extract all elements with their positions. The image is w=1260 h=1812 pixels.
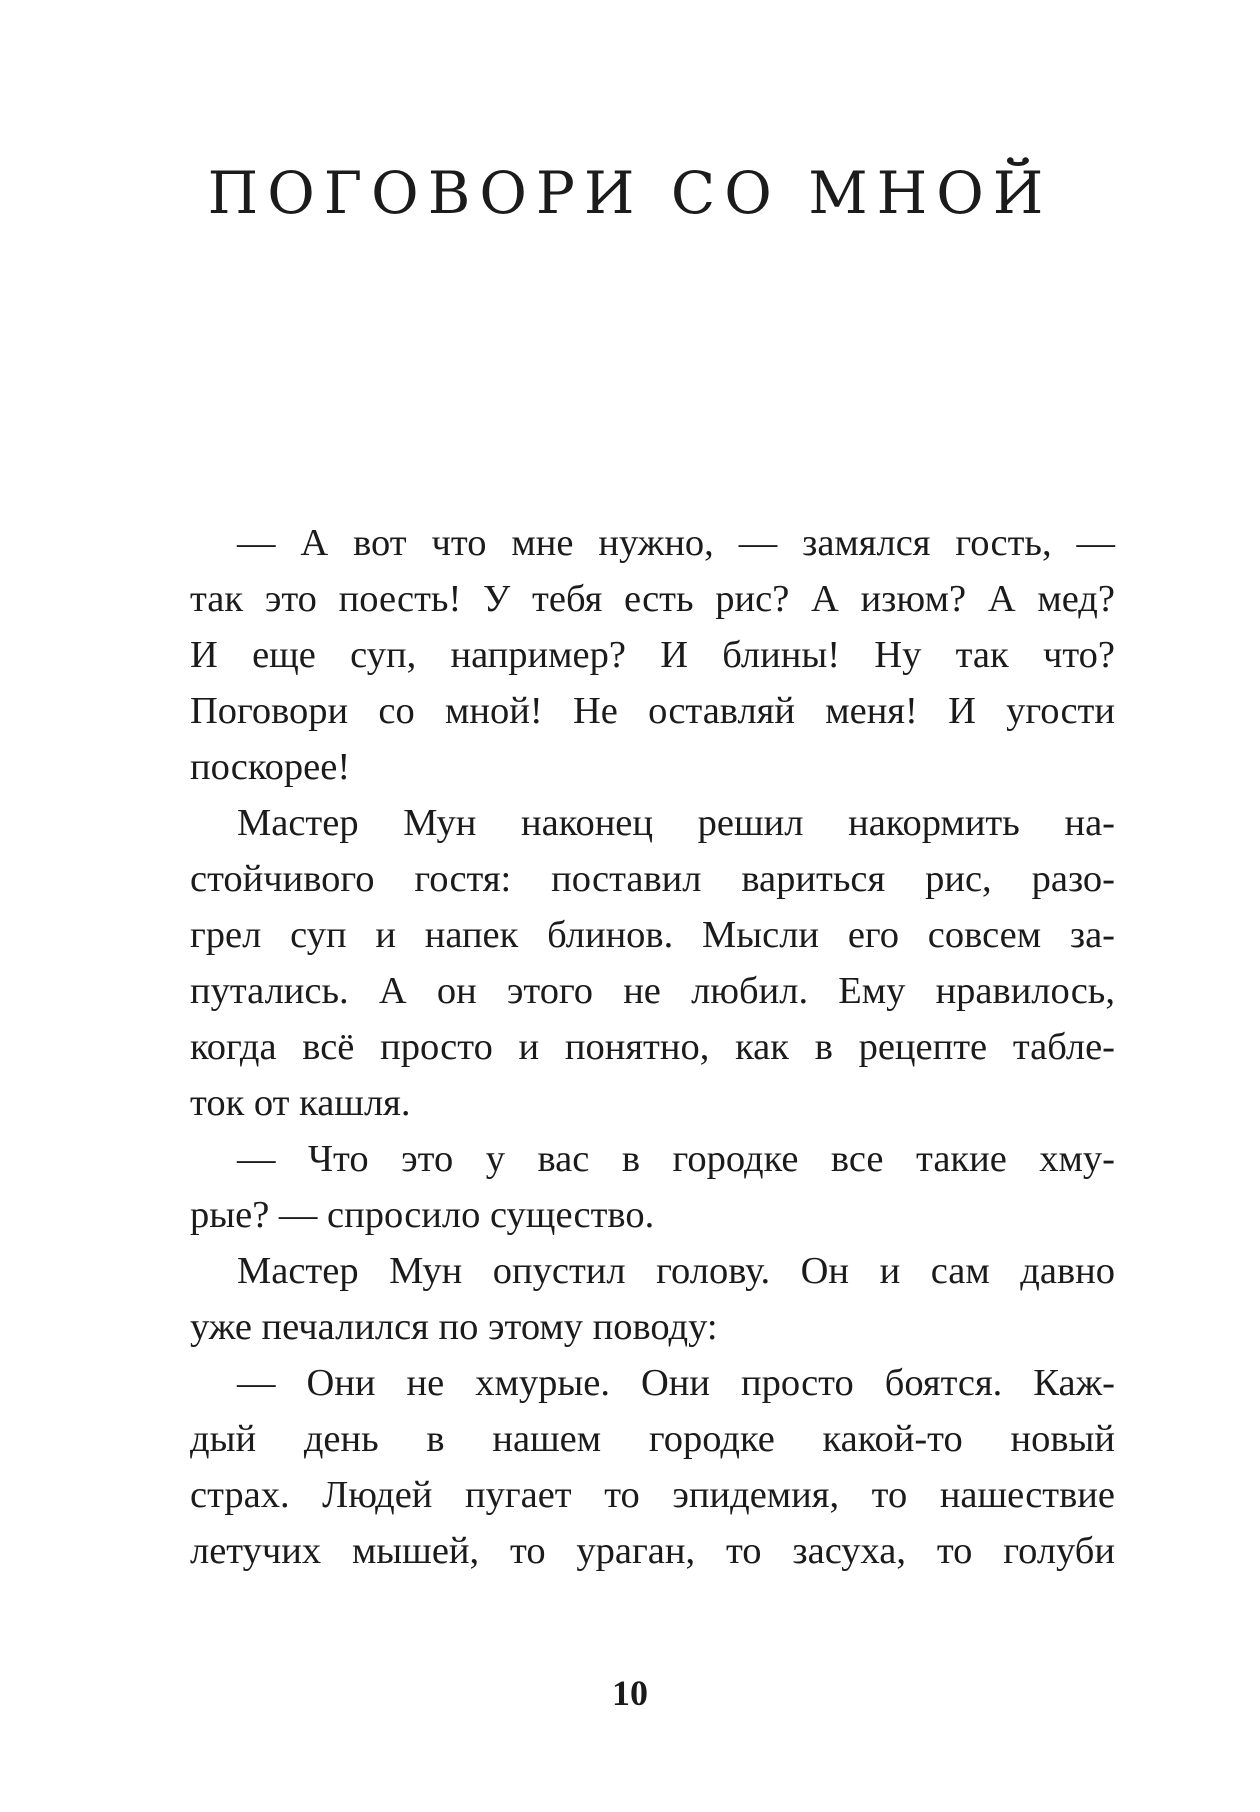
text-line: поскорее!: [190, 746, 351, 788]
chapter-title: ПОГОВОРИ СО МНОЙ: [207, 159, 1053, 227]
text-line: стойчивого гостя: поставил вариться рис, разо-: [190, 858, 1115, 900]
text-line: И еще суп, например? И блины! Ну так что?: [190, 634, 1115, 676]
text-line: так это поесть! У тебя есть рис? А изюм? А мед?: [190, 578, 1115, 620]
text-line: — А вот что мне нужно, — замялся гость, —: [237, 522, 1115, 564]
text-line: Мастер Мун опустил голову. Он и сам давно: [237, 1250, 1115, 1292]
text-line: Поговори со мной! Не оставляй меня! И угости: [190, 690, 1115, 732]
text-line: Мастер Мун наконец решил накормить на-: [237, 802, 1115, 844]
text-line: летучих мышей, то ураган, то засуха, то голуби: [190, 1530, 1115, 1572]
text-line: путались. А он этого не любил. Ему нравилось,: [190, 970, 1115, 1012]
body-text: [190, 515, 1115, 1579]
text-line: страх. Людей пугает то эпидемия, то нашествие: [190, 1474, 1115, 1516]
text-line: грел суп и напек блинов. Мысли его совсем за-: [190, 914, 1115, 956]
page-number: 10: [612, 1673, 648, 1713]
text-line: дый день в нашем городке какой-то новый: [190, 1418, 1115, 1460]
text-line: когда всё просто и понятно, как в рецепте табле-: [190, 1026, 1115, 1068]
text-line: ток от кашля.: [190, 1082, 411, 1124]
text-line: рые? — спросило существо.: [190, 1194, 655, 1236]
text-line: уже печалился по этому поводу:: [190, 1306, 718, 1348]
text-line: — Они не хмурые. Они просто боятся. Каж-: [237, 1362, 1115, 1404]
text-line: — Что это у вас в городке все такие хму-: [237, 1138, 1115, 1180]
